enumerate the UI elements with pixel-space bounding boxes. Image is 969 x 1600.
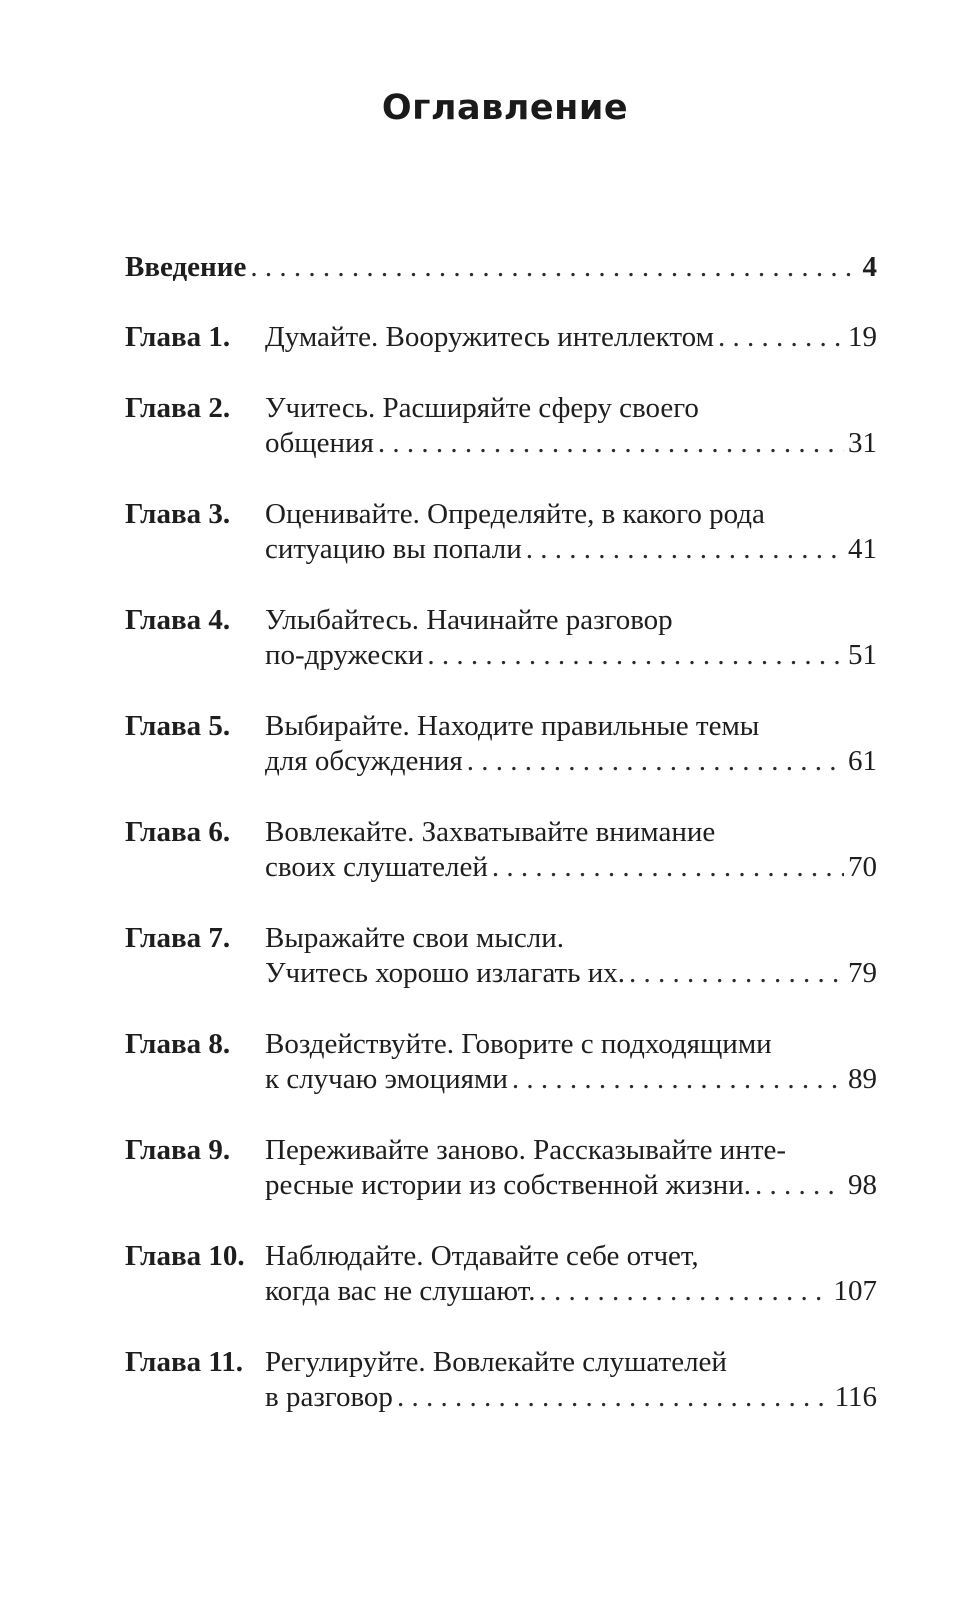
dot-leader: [629, 956, 844, 991]
chapter-label: Глава 4.: [125, 604, 231, 636]
chapter-title-line: Наблюдайте. Отдавайте себе отчет,: [265, 1240, 699, 1272]
chapter-page-number: 31: [848, 427, 877, 459]
chapter-title-text: Думайте. Вооружитесь интеллектом: [265, 321, 714, 353]
chapter-title: [265, 391, 877, 461]
chapter-label: Глава 11.: [125, 1346, 244, 1378]
chapter-page-number: 89: [848, 1063, 877, 1095]
chapter-title-line: Вовлекайте. Захватывайте внимание: [265, 816, 716, 848]
chapter-title-last-line: [265, 850, 877, 885]
chapter-page-number: 116: [834, 1381, 877, 1413]
chapter-title-last-line: [265, 1380, 877, 1415]
dot-leader: [467, 744, 844, 779]
chapter-label: Глава 8.: [125, 1028, 231, 1060]
chapter-page-number: 41: [848, 533, 877, 565]
chapter-label: Глава 7.: [125, 922, 231, 954]
dot-leader: [427, 638, 844, 673]
dot-leader: [492, 850, 844, 885]
chapter-title: [265, 1133, 877, 1203]
chapter-title: [265, 709, 877, 779]
chapter-title-last-line: [265, 320, 877, 355]
chapter-label: Глава 2.: [125, 392, 231, 424]
chapter-page-number: 70: [848, 851, 877, 883]
dot-leader: [512, 1062, 844, 1097]
chapter-title-line: Учитесь. Расширяйте сферу своего: [265, 392, 699, 424]
chapter-title: [265, 1345, 877, 1415]
chapter-title-text: по-дружески: [265, 639, 424, 671]
chapter-title-line: Выбирайте. Находите правильные темы: [265, 710, 760, 742]
chapter-label: Глава 6.: [125, 816, 231, 848]
chapter-title: [265, 921, 877, 991]
page-title: Оглавление: [381, 88, 629, 128]
chapter-title-line: Регулируйте. Вовлекайте слушателей: [265, 1346, 727, 1378]
chapter-title-text: для обсуждения: [265, 745, 463, 777]
chapter-title-text: своих слушателей: [265, 851, 488, 883]
dot-leader: [755, 1168, 844, 1203]
chapter-title: [265, 815, 877, 885]
chapter-title: [265, 497, 877, 567]
chapter-page-number: 19: [848, 321, 877, 353]
chapter-title-text: общения: [265, 427, 374, 459]
chapter-title-last-line: [265, 532, 877, 567]
chapter-title-text: в разговор: [265, 1381, 393, 1413]
chapter-page-number: 98: [848, 1169, 877, 1201]
chapter-label: Глава 3.: [125, 498, 231, 530]
chapter-title-last-line: [265, 1274, 877, 1309]
chapter-title: [265, 1027, 877, 1097]
chapter-label: Глава 5.: [125, 710, 231, 742]
chapter-title-text: Учитесь хорошо излагать их.: [265, 957, 625, 989]
entry-page-number: 4: [862, 251, 877, 283]
chapter-title-line: Воздействуйте. Говорите с подходящими: [265, 1028, 772, 1060]
dot-leader: [718, 320, 844, 355]
chapter-title: [265, 320, 877, 355]
dot-leader: [526, 532, 844, 567]
chapter-title: [265, 603, 877, 673]
chapter-title-last-line: [265, 638, 877, 673]
chapter-title-text: ресные истории из собственной жизни.: [265, 1169, 751, 1201]
chapter-title-line: Оценивайте. Определяйте, в какого рода: [265, 498, 765, 530]
dot-leader: [397, 1380, 831, 1415]
chapter-page-number: 61: [848, 745, 877, 777]
chapter-title-last-line: [265, 1062, 877, 1097]
dot-leader: [539, 1274, 829, 1309]
chapter-page-number: 79: [848, 957, 877, 989]
chapter-title-last-line: [265, 744, 877, 779]
chapter-label: Глава 9.: [125, 1134, 231, 1166]
chapter-title-text: ситуацию вы попали: [265, 533, 522, 565]
chapter-title: [265, 1239, 877, 1309]
chapter-title-text: когда вас не слушают.: [265, 1275, 536, 1307]
chapter-title-text: к случаю эмоциями: [265, 1063, 508, 1095]
chapter-title-last-line: [265, 956, 877, 991]
chapter-label: Глава 1.: [125, 321, 231, 353]
chapter-page-number: 107: [833, 1275, 877, 1307]
chapter-title-line: Выражайте свои мысли.: [265, 922, 565, 954]
entry-label: Введение: [125, 251, 247, 283]
dot-leader: [378, 426, 844, 461]
chapter-page-number: 51: [848, 639, 877, 671]
chapter-title-last-line: [265, 426, 877, 461]
chapter-label: Глава 10.: [125, 1240, 245, 1272]
chapter-title-last-line: [265, 1168, 877, 1203]
chapter-title-line: Улыбайтесь. Начинайте разговор: [265, 604, 673, 636]
chapter-title-line: Переживайте заново. Рассказывайте инте-: [265, 1134, 787, 1166]
